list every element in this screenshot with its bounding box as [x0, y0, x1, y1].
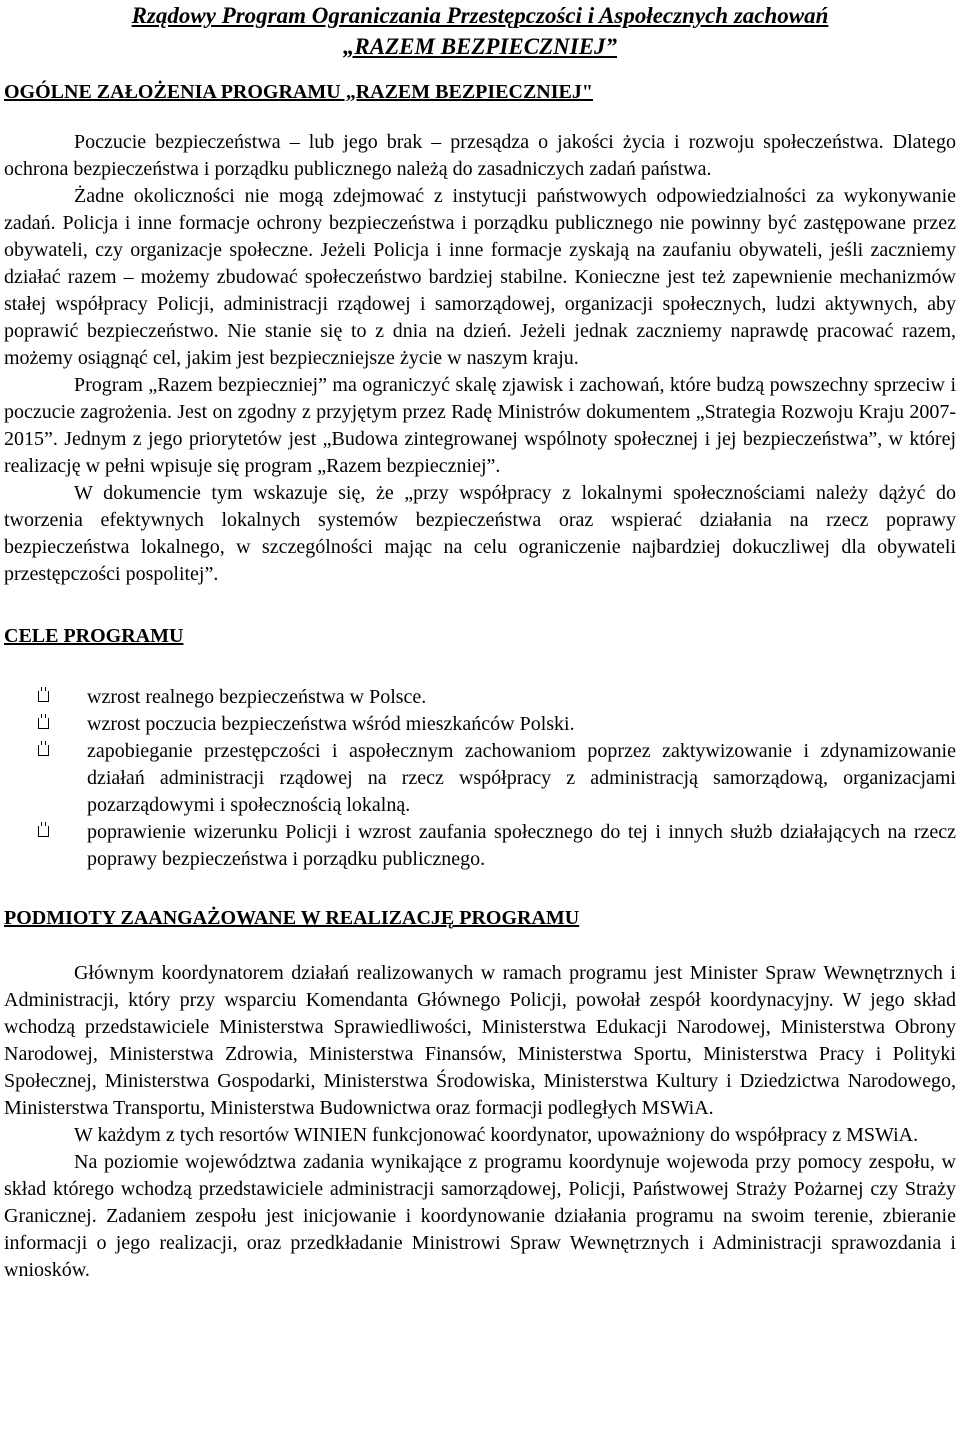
section-heading-goals: CELE PROGRAMU [4, 625, 184, 647]
document-title: Rządowy Program Ograniczania Przestępczości i Aspołecznych zachowań [131, 3, 829, 28]
paragraph: Poczucie bezpieczeństwa – lub jego brak – przesądza o jakości życia i rozwoju społeczeństwa. Dlatego ochrona bezpieczeństwa i porządku publicznego należą do zasadniczych zadań państwa. [4, 131, 956, 180]
list-item-text: poprawienie wizerunku Policji i wzrost zaufania społecznego do tej i innych służb działających na rzecz poprawy bezpieczeństwa i porządku publicznego. [87, 821, 956, 870]
bullet-icon [38, 745, 49, 756]
paragraph: Na poziomie województwa zadania wynikające z programu koordynuje wojewoda przy pomocy zespołu, w skład którego wchodzą przedstawiciele administracji samorządowej, Policji, Państwowej Straży Pożarnej czy Straży Granicznej. Zadaniem zespołu jest inicjowanie i koordynowanie działania programu na swoim terenie, zbieranie informacji o jego realizacji, oraz przedkładanie Ministrowi Spraw Wewnętrznych i Administracji sprawozdania i wniosków. [4, 1151, 956, 1281]
list-item-text: zapobieganie przestępczości i aspołecznym zachowaniom poprzez zaktywizowanie i zdynamizowanie działań administracji rządowej na rzecz współpracy z administracją samorządową, organizacjami pozarządowymi i społecznością lokalną. [87, 740, 956, 816]
list-item [4, 738, 956, 819]
goals-list [4, 684, 956, 873]
paragraph: Program „Razem bezpieczniej” ma ograniczyć skalę zjawisk i zachowań, które budzą powszechny sprzeciw i poczucie zagrożenia. Jest on zgodny z przyjętym przez Radę Ministrów dokumentem „Strategia Rozwoju Kraju 2007-2015”. Jednym z jego priorytetów jest „Budowa zintegrowanej wspólnoty społecznej i jej bezpieczeństwa”, w której realizację w pełni wpisuje się program „Razem bezpieczniej”. [4, 374, 956, 477]
bullet-icon [38, 718, 49, 729]
list-item [4, 711, 956, 738]
bullet-icon [38, 826, 49, 837]
list-item-text: wzrost realnego bezpieczeństwa w Polsce. [87, 686, 427, 708]
section-heading-actors: PODMIOTY ZAANGAŻOWANE W REALIZACJĘ PROGRAMU [4, 907, 580, 929]
section-heading-general: OGÓLNE ZAŁOŻENIA PROGRAMU „RAZEM BEZPIECZNIEJ" [4, 81, 593, 103]
list-item [4, 819, 956, 873]
bullet-icon [38, 691, 49, 702]
list-item-text: wzrost poczucia bezpieczeństwa wśród mieszkańców Polski. [87, 713, 575, 735]
paragraph: Głównym koordynatorem działań realizowanych w ramach programu jest Minister Spraw Wewnętrznych i Administracji, który przy wsparciu Komendanta Głównego Policji, powołał zespół koordynacyjny. W jego skład wchodzą przedstawiciele Ministerstwa Sprawiedliwości, Ministerstwa Edukacji Narodowej, Ministerstwa Obrony Narodowej, Ministerstwa Zdrowia, Ministerstwa Finansów, Ministerstwa Sportu, Ministerstwa Pracy i Polityki Społecznej, Ministerstwa Gospodarki, Ministerstwa Środowiska, Ministerstwa Kultury i Dziedzictwa Narodowego, Ministerstwa Transportu, Ministerstwa Budownictwa oraz formacji podległych MSWiA. [4, 962, 956, 1119]
document-title-program-name: „RAZEM BEZPIECZNIEJ” [342, 34, 618, 59]
paragraph: W każdym z tych resortów WINIEN funkcjonować koordynator, upoważniony do współpracy z MSWiA. [74, 1124, 919, 1146]
list-item [4, 684, 956, 711]
paragraph: W dokumencie tym wskazuje się, że „przy współpracy z lokalnymi społecznościami należy dążyć do tworzenia efektywnych lokalnych systemów bezpieczeństwa oraz wspierać działania na rzecz poprawy bezpieczeństwa lokalnego, w szczególności mając na celu ograniczenie najbardziej dokuczliwej dla obywateli przestępczości pospolitej”. [4, 482, 956, 585]
paragraph: Żadne okoliczności nie mogą zdejmować z instytucji państwowych odpowiedzialności za wykonywanie zadań. Policja i inne formacje ochrony bezpieczeństwa i porządku publicznego nie powinny być zastępowane przez obywateli, czy organizacje społeczne. Jeżeli Policja i inne formacje zyskają na zaufaniu obywateli, jeśli zaczniemy działać razem – możemy zbudować społeczeństwo bardziej stabilne. Konieczne jest też zapewnienie mechanizmów stałej współpracy Policji, administracji rządowej i samorządowej, organizacji społecznych, ludzi aktywnych, aby poprawić bezpieczeństwo. Nie stanie się to z dnia na dzień. Jeżeli jednak zaczniemy naprawdę pracować razem, możemy osiągnąć cel, jakim jest bezpieczniejsze życie w naszym kraju. [4, 185, 956, 369]
